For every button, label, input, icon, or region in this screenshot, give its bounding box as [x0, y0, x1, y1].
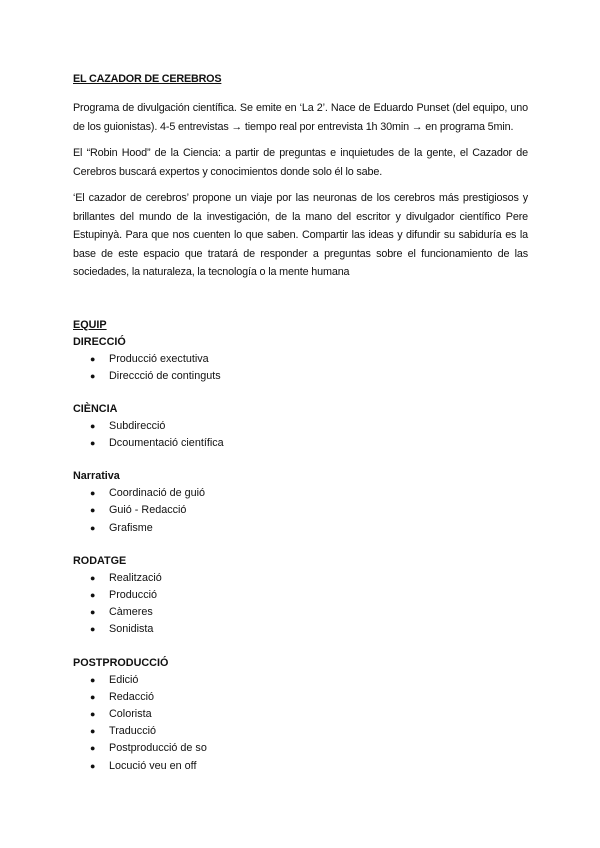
- bullet-icon: ●: [90, 624, 96, 635]
- document-title: EL CAZADOR DE CEREBROS: [73, 73, 222, 85]
- list-item-label: Postproducció de so: [109, 742, 207, 755]
- bullet-icon: ●: [90, 743, 96, 754]
- list-item-label: Grafisme: [109, 521, 153, 534]
- section-item-list: [73, 570, 528, 639]
- bullet-icon: ●: [90, 708, 96, 719]
- bullet-icon: ●: [90, 505, 96, 516]
- list-item: [73, 621, 528, 638]
- bullet-icon: ●: [90, 438, 96, 449]
- list-item: [73, 604, 528, 621]
- bullet-icon: ●: [90, 370, 96, 381]
- list-item: [73, 758, 528, 775]
- section-heading: DIRECCIÓ: [73, 335, 126, 348]
- list-item: [73, 570, 528, 587]
- list-item-label: Direccció de continguts: [109, 369, 221, 382]
- team-section: [73, 655, 528, 775]
- list-item: [73, 689, 528, 706]
- bullet-icon: ●: [90, 420, 96, 431]
- paragraph-description: ‘El cazador de cerebros’ propone un viaje por las neuronas de los cerebros más prestigiosos y brillantes del mundo de la investigación, de la mano del escritor y divulgador científico Pere Estupinyà. Para que nos cuenten lo que saben. Compartir las ideas y difundir su sabiduría es la base de este espacio que tratará de responder a preguntas sobre el funcionamiento de las sociedades, la naturaleza, la tecnología o la mente humana: [73, 192, 528, 278]
- bullet-icon: ●: [90, 488, 96, 499]
- section-heading: POSTPRODUCCIÓ: [73, 656, 169, 669]
- list-item: [73, 368, 528, 385]
- bullet-icon: ●: [90, 522, 96, 533]
- list-item-label: Edició: [109, 673, 139, 686]
- team-section: [73, 334, 528, 385]
- team-section: [73, 468, 528, 537]
- bullet-icon: ●: [90, 607, 96, 618]
- list-item: [73, 706, 528, 723]
- list-item-label: Guió - Redacció: [109, 504, 187, 517]
- bullet-icon: ●: [90, 674, 96, 685]
- list-item: [73, 502, 528, 519]
- bullet-icon: ●: [90, 572, 96, 583]
- section-heading: CIÈNCIA: [73, 402, 118, 415]
- list-item: [73, 672, 528, 689]
- bullet-icon: ●: [90, 760, 96, 771]
- section-item-list: [73, 672, 528, 775]
- document-content: [73, 72, 528, 791]
- list-item: [73, 740, 528, 757]
- paragraph-intro: Programa de divulgación científica. Se emite en ‘La 2’. Nace de Eduardo Punset (del equipo, uno de los guionistas). 4-5 entrevistas → tiempo real por entrevista 1h 30min → en programa 5min.: [73, 102, 528, 133]
- section-item-list: [73, 351, 528, 385]
- section-heading: Narrativa: [73, 470, 120, 483]
- list-item-label: Realització: [109, 571, 162, 584]
- list-item: [73, 418, 528, 435]
- team-sections: [73, 334, 528, 775]
- list-item: [73, 520, 528, 537]
- list-item: [73, 485, 528, 502]
- list-item: [73, 351, 528, 368]
- bullet-icon: ●: [90, 590, 96, 600]
- list-item-label: Redacció: [109, 690, 155, 703]
- section-heading: RODATGE: [73, 554, 127, 567]
- team-section: [73, 401, 528, 452]
- section-item-list: [73, 485, 528, 537]
- list-item: [73, 587, 528, 604]
- list-item-label: Producció: [109, 589, 158, 601]
- list-item-label: Locució veu en off: [109, 759, 197, 772]
- list-item-label: Dcoumentació científica: [109, 437, 224, 450]
- bullet-icon: ●: [90, 691, 96, 702]
- list-item-label: Traducció: [109, 725, 157, 738]
- team-section: [73, 553, 528, 639]
- list-item-label: Sonidista: [109, 623, 154, 636]
- list-item-label: Coordinació de guió: [109, 487, 206, 500]
- list-item-label: Colorista: [109, 707, 152, 720]
- equip-heading: EQUIP: [73, 318, 107, 331]
- list-item-label: Subdirecció: [109, 419, 166, 432]
- list-item-label: Producció exectutiva: [109, 352, 209, 365]
- list-item-label: Càmeres: [109, 606, 153, 619]
- bullet-icon: ●: [90, 726, 96, 737]
- list-item: [73, 435, 528, 452]
- list-item: [73, 723, 528, 740]
- bullet-icon: ●: [90, 353, 96, 364]
- paragraph-robin-hood: El “Robin Hood” de la Ciencia: a partir de preguntas e inquietudes de la gente, el Cazador de Cerebros buscará expertos y conocimientos donde solo él lo sabe.: [73, 147, 528, 178]
- section-item-list: [73, 418, 528, 452]
